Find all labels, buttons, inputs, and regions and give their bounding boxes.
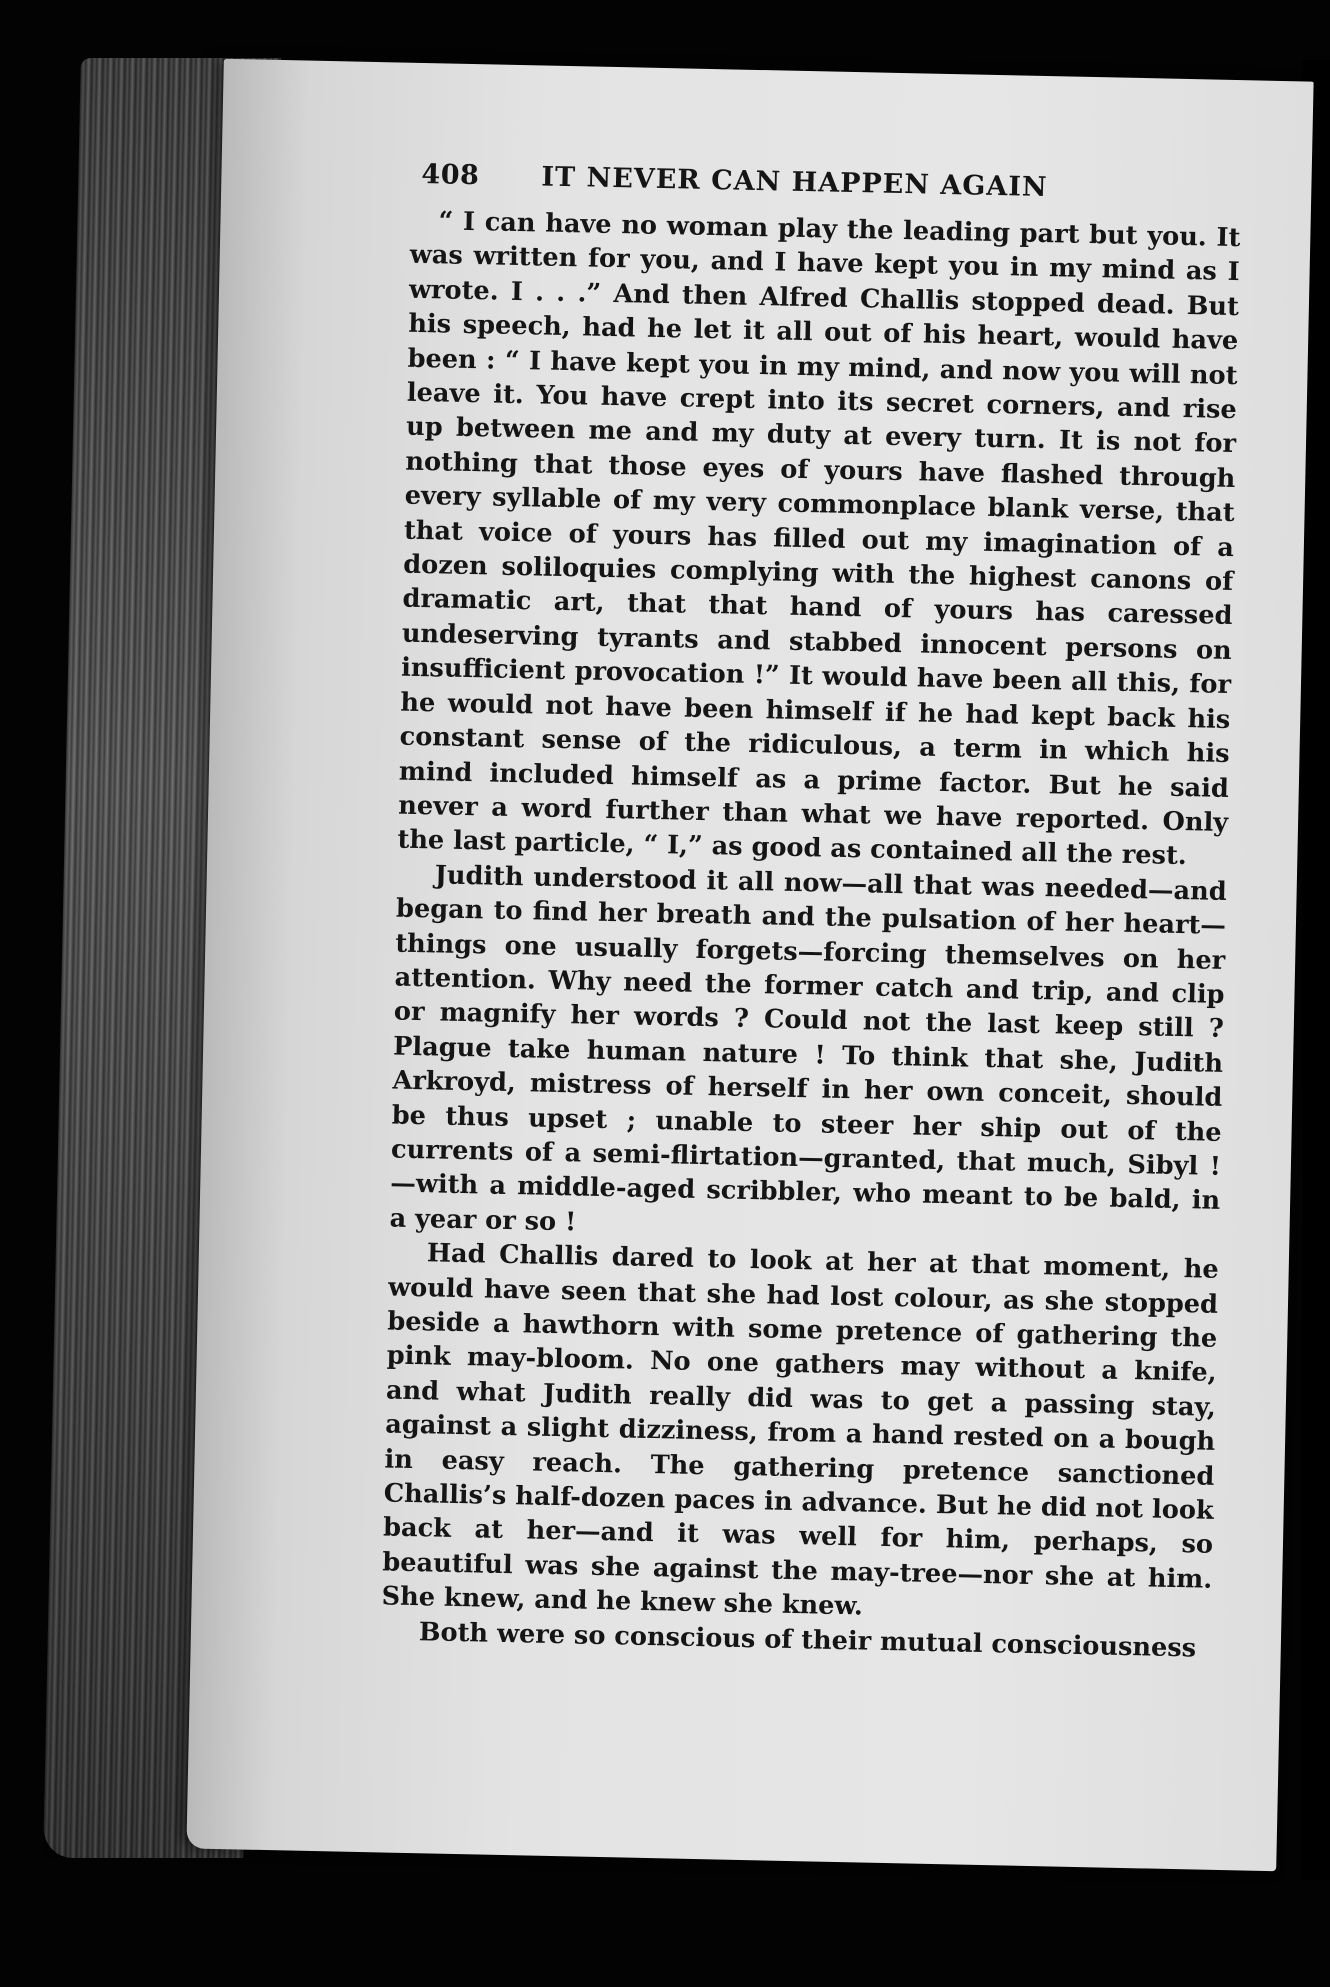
paragraph: Had Challis dared to look at her at that moment, he would have seen that she had lost colour, as she stopped beside a hawthorn with some pretence of gathering the pink may-bloom. No one gathers may without a knife, and what Judith really did was to get a passing stay, against a slight dizziness, from a hand rested on a bough in easy reach. The gathering pretence sanctioned Challis’s half-dozen paces in advance. But he did not look back at her—and it was well for him, perhaps, so beautiful was she against the may-tree—nor she at him. She knew, and he knew she knew. bbox=[381, 1238, 1220, 1622]
running-head-title: IT NEVER CAN HAPPEN AGAIN bbox=[541, 161, 1048, 204]
page-number: 408 bbox=[421, 158, 480, 192]
paragraph: “ I can have no woman play the leading part but you. It was written for you, and I have kept you in my mind as I wrote. I . . .” And then Alfred Challis stopped dead. But his speech, had he let it all out of his heart, would have been : “ I have kept you in my mind, and now you will not leave it. You have crept into its secret corners, and rise up between me and my duty at every turn. It is not for nothing that those eyes of yours have flashed through every syllable of my very commonplace blank verse, that that voice of yours has filled out my imagination of a dozen soliloquies complying with the highest canons of dramatic art, that that hand of yours has caressed undeserving tyrants and stabbed innocent persons on insufficient provocation !” It would have been all this, for he would not have been himself if he had kept back his constant sense of the ridiculous, a term in which his mind included himself as a prime factor. But he said never a word further than what we have reported. Only the last particle, “ I,” as good as contained all the rest. bbox=[397, 206, 1241, 872]
page-content bbox=[381, 159, 1242, 1666]
running-head bbox=[421, 159, 1241, 207]
book-page bbox=[186, 59, 1313, 1871]
body-text bbox=[381, 204, 1241, 1666]
paragraph: Both were so conscious of their mutual consciousness bbox=[418, 1616, 1197, 1664]
paragraph: Judith understood it all now—all that was needed—and began to find her breath and the pulsation of her heart—things one usually forgets—forcing themselves on her attention. Why need the former catch and trip, and clip or magnify her words ? Could not the last keep still ? Plague take human nature ! To think that she, Judith Arkroyd, mistress of herself in her own conceit, should be thus upset ; unable to steer her ship out of the currents of a semi-flirtation—granted, that much, Sibyl !—with a middle-aged scribbler, who meant to be bald, in a year or so ! bbox=[389, 860, 1227, 1238]
